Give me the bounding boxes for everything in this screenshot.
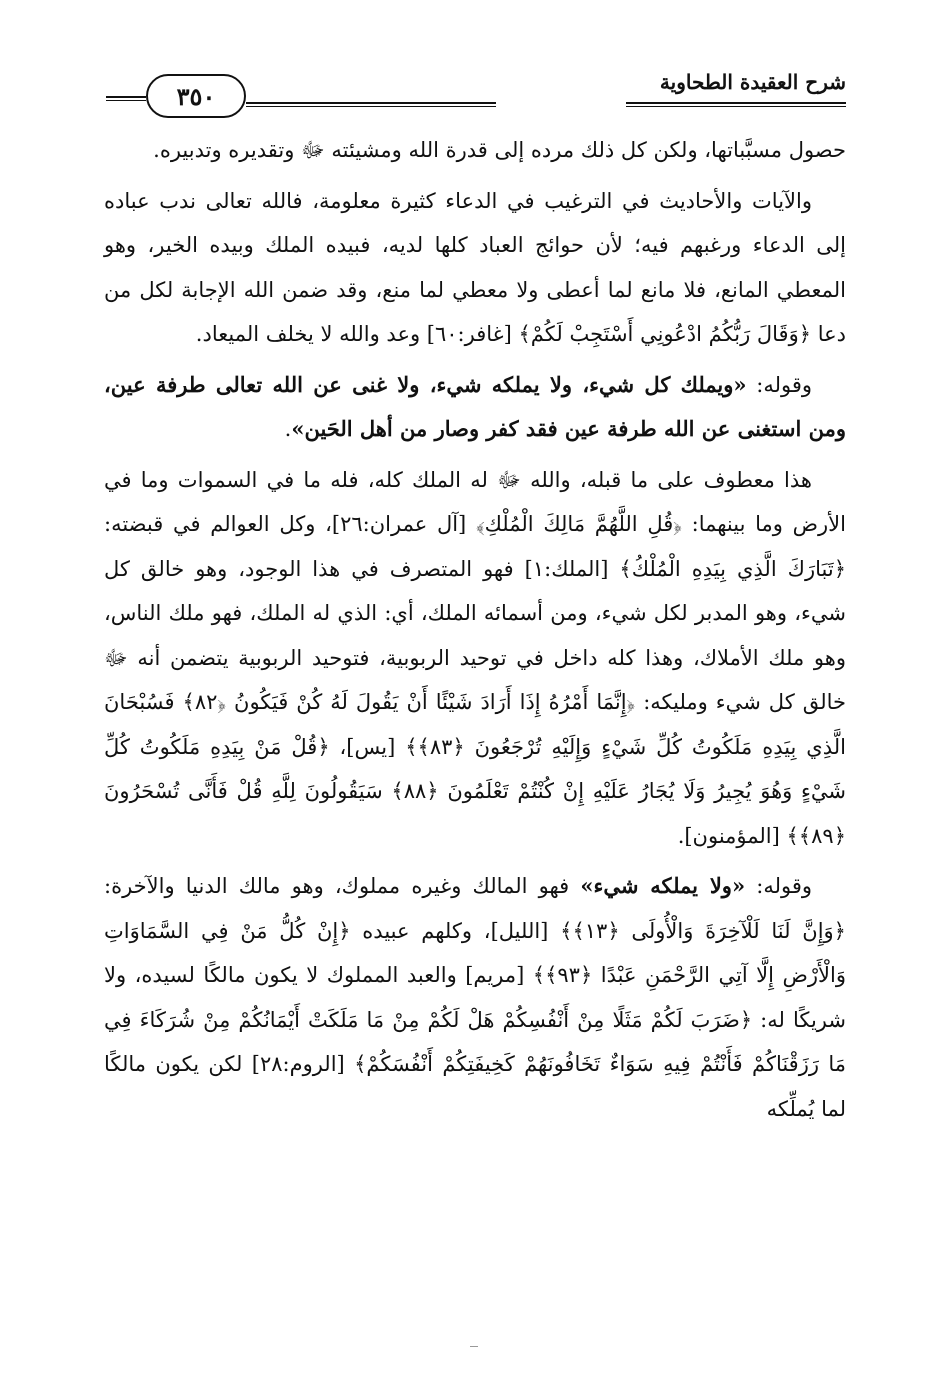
paragraph-matn-quote (104, 363, 846, 452)
paragraph-continuation (104, 128, 846, 173)
paragraph-text: والآيات والأحاديث في الترغيب في الدعاء كثيرة معلومة، فالله تعالى ندب عباده إلى الدعاء ورغبهم فيه؛ لأن حوائج العباد كلها لديه، فبيده الملك وبيده الخير، وهو المعطي المانع، فلا مانع لما أعطى ولا معطي لما منع، وقد ضمن الله الإجابة لكل من دعا ﴿وَقَالَ رَبُّكُمُ ادْعُونِي أَسْتَجِبْ لَكُمْ﴾ [غافر:٦٠] وعد والله لا يخلف الميعاد. (104, 188, 846, 346)
header-rule (626, 106, 846, 107)
paragraph-mulk (104, 864, 846, 1131)
matn-quote: «ويملك كل شيء، ولا يملكه شيء، ولا غنى عن الله تعالى طرفة عين، ومن استغنى عن الله طرفة عين فقد كفر وصار من أهل الحَين» (104, 371, 846, 441)
page-header (106, 62, 846, 122)
quote-intro: وقوله: (746, 372, 812, 397)
quote-end: . (284, 417, 292, 441)
header-rule (106, 96, 146, 98)
paragraph-text: هذا معطوف على ما قبله، والله ﷻ له الملك كله، فله ما في السموات وما في الأرض وما بينهما: ﴿قُلِ اللَّهُمَّ مَالِكَ الْمُلْكِ﴾ [آل عمران:٢٦]، وكل العوالم في قبضته: ﴿تَبَارَكَ الَّذِي بِيَدِهِ الْمُلْكُ﴾ [الملك:١] فهو المتصرف في هذا الوجود، وهو خالق كل شيء، وهو المدبر لكل شيء، ومن أسمائه الملك، أي: الذي له الملك، فهو ملك الناس، وهو ملك الأملاك، وهذا كله داخل في توحيد الربوبية، فتوحيد الربوبية يتضمن أنه ﷻ خالق كل شيء ومليكه: ﴿إِنَّمَا أَمْرُهُ إِذَا أَرَادَ شَيْئًا أَنْ يَقُولَ لَهُ كُنْ فَيَكُونُ ﴿٨٢﴾ فَسُبْحَانَ الَّذِي بِيَدِهِ مَلَكُوتُ كُلِّ شَيْءٍ وَإِلَيْهِ تُرْجَعُونَ ﴿٨٣﴾﴾ [يس]، ﴿قُلْ مَنْ بِيَدِهِ مَلَكُوتُ كُلِّ شَيْءٍ وَهُوَ يُجِيرُ وَلَا يُجَارُ عَلَيْهِ إِنْ كُنْتُمْ تَعْلَمُونَ ﴿٨٨﴾ سَيَقُولُونَ لِلَّهِ قُلْ فَأَنَّى تُسْحَرُونَ ﴿٨٩﴾﴾ [المؤمنون]. (104, 467, 846, 848)
header-rule (626, 102, 846, 104)
paragraph-text: حصول مسبَّباتها، ولكن كل ذلك مرده إلى قدرة الله ومشيئته ﷻ وتقديره وتدبيره. (153, 138, 846, 162)
header-rule (246, 102, 496, 104)
paragraph-dua (104, 179, 846, 357)
footer-mark (470, 1346, 478, 1347)
page-number: ٣٥٠ (146, 74, 246, 118)
quote-intro: وقوله: (745, 874, 813, 898)
header-rule (106, 100, 146, 101)
body-text (104, 128, 846, 1131)
paragraph-text: فهو المالك وغيره مملوك، وهو مالك الدنيا والآخرة: ﴿وَإِنَّ لَنَا لَلْآخِرَةَ وَالْأُولَى ﴿١٣﴾﴾ [الليل]، وكلهم عبيده ﴿إِنْ كُلُّ مَنْ فِي السَّمَاوَاتِ وَالْأَرْضِ إِلَّا آتِي الرَّحْمَنِ عَبْدًا ﴿٩٣﴾﴾ [مريم] والعبد المملوك لا يكون مالكًا لسيده، ولا شريكًا له: ﴿ضَرَبَ لَكُمْ مَثَلًا مِنْ أَنْفُسِكُمْ هَلْ لَكُمْ مِنْ مَا مَلَكَتْ أَيْمَانُكُمْ مِنْ شُرَكَاءَ فِي مَا رَزَقْنَاكُمْ فَأَنْتُمْ فِيهِ سَوَاءٌ تَخَافُونَهُمْ كَخِيفَتِكُمْ أَنْفُسَكُمْ﴾ [الروم:٢٨] لكن يكون مالكًا لما يُملِّكه (104, 874, 846, 1121)
header-rule (246, 106, 496, 107)
book-title: شرح العقيدة الطحاوية (659, 70, 846, 94)
matn-quote: «ولا يملكه شيء» (580, 873, 746, 898)
paragraph-sharh (104, 458, 846, 859)
